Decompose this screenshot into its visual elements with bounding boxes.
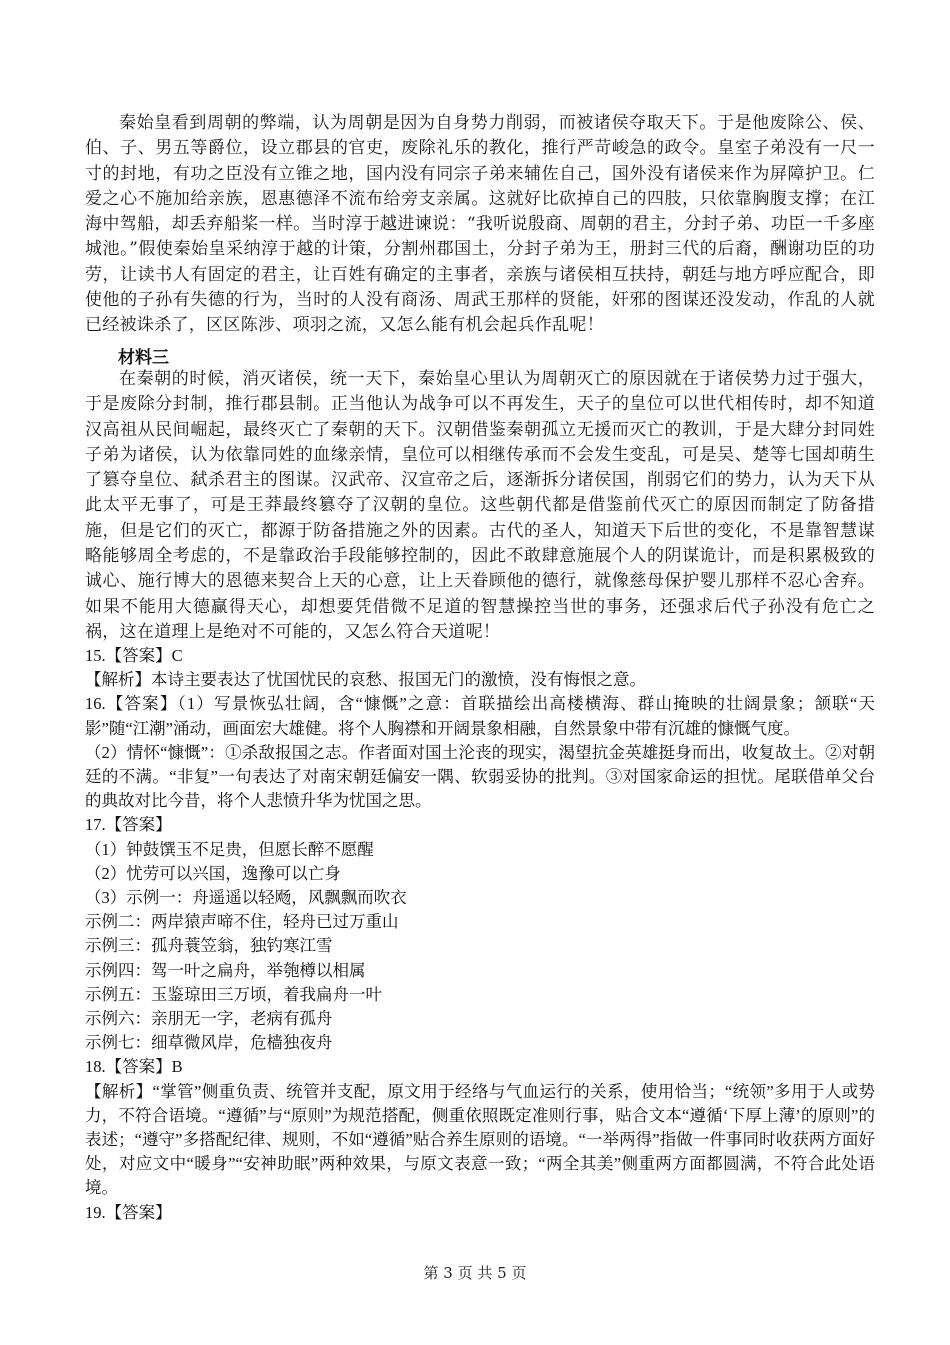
q19-answer: 19.【答案】 [85,1202,172,1222]
q17-item: 示例四：驾一叶之扁舟，举匏樽以相属 [85,960,366,980]
answers-section [85,644,875,1225]
q17-item: 示例三：孤舟蓑笠翁，独钓寒江雪 [85,936,333,956]
q17-item: 示例二：两岸猿声啼不住，轻舟已过万重山 [85,912,399,932]
q17-item: 示例五：玉鉴琼田三万顷，着我扁舟一叶 [85,984,382,1004]
page-footer: 第 3 页 共 5 页 [423,1264,527,1282]
material-three-heading: 材料三 [118,348,169,368]
q18-analysis: 【解析】“掌管”侧重负责、统管并支配，原文用于经络与气血运行的关系，使用恰当；“统领”多用于人或势力，不符合语境。“遵循”与“原则”为规范搭配，侧重依照既定准则行事，贴合文本“遵循‘下厚上薄’的原则”的表述；“遵守”多搭配纪律、规则，不如“遵循”贴合养生原则的语境。“一举两得”指做一件事同时收获两方面好处，对应文中“暖身”“安神助眠”两种效果，与原文表意一致；“两全其美”侧重两方面都圆满，不符合此处语境。 [85,1081,875,1198]
material-three-paragraph: 在秦朝的时候，消灭诸侯，统一天下，秦始皇心里认为周朝灭亡的原因就在于诸侯势力过于强大，于是废除分封制，推行郡县制。正当他认为战争可以不再发生，天子的皇位可以世代相传时，却不知道汉高祖从民间崛起，最终灭亡了秦朝的天下。汉朝借鉴秦朝孤立无援而灭亡的教训，于是大肆分封同姓子弟为诸侯，认为依靠同姓的血缘亲情，皇位可以相继传承而不会发生变乱，可是吴、楚等七国却萌生了篡夺皇位、弑杀君主的图谋。汉武帝、汉宣帝之后，逐渐拆分诸侯国，削弱它们的势力，认为天下从此太平无事了，可是王莽最终篡夺了汉朝的皇位。这些朝代都是借鉴前代灭亡的原因而制定了防备措施，但是它们的灭亡，都源于防备措施之外的因素。古代的圣人，知道天下后世的变化，不是靠智慧谋略能够周全考虑的，不是靠政治手段能够控制的，因此不敢肆意施展个人的阴谋诡计，而是积累极致的诚心、施行博大的恩德来契合上天的心意，让上天眷顾他的德行，就像慈母保护婴儿那样不忍心舍弃。如果不能用大德赢得天心，却想要凭借微不足道的智慧操控当世的事务，还强求后代子孙没有危亡之祸，这在道理上是绝对不可能的，又怎么符合天道呢！ [85,369,875,642]
q16-part2: （2）情怀“慷慨”：①杀敌报国之志。作者面对国土沦丧的现实，渴望抗金英雄挺身而出，收复故土。②对朝廷的不满。“非复”一句表达了对南宋朝廷偏安一隅、软弱妥协的批判。③对国家命运的担忧。尾联借单父台的典故对比今昔，将个人悲愤升华为忧国之思。 [85,742,875,811]
q15-analysis: 【解析】本诗主要表达了忧国忧民的哀愁、报国无门的激愤，没有悔恨之意。 [85,670,646,690]
q17-item: （2）忧劳可以兴国，逸豫可以亡身 [85,863,341,883]
q18-answer: 18.【答案】B [85,1057,183,1077]
q17-item: （3）示例一：舟遥遥以轻飏，风飘飘而吹衣 [85,888,407,908]
q17-answer: 17.【答案】 [85,815,172,835]
q16-answer: 16.【答案】（1）写景恢弘壮阔，含“慷慨”之意：首联描绘出高楼横海、群山掩映的壮阔景象；颔联“天影”随“江潮”涌动，画面宏大雄健。将个人胸襟和开阔景象相融，自然景象中带有沉雄的慷慨气度。 [85,694,875,738]
q17-item: （1）钟鼓馔玉不足贵，但愿长醉不愿醒 [85,839,374,859]
material-two-excerpt [85,111,875,339]
material-two-paragraph: 秦始皇看到周朝的弊端，认为周朝是因为自身势力削弱，而被诸侯夺取天下。于是他废除公、侯、伯、子、男五等爵位，设立郡县的官吏，废除礼乐的教化，推行严苛峻急的政令。皇室子弟没有一尺一寸的封地，有功之臣没有立锥之地，国内没有同宗子弟来辅佐自己，国外没有诸侯来作为屏障护卫。仁爱之心不施加给亲族，恩惠德泽不流布给旁支亲属。这就好比砍掉自己的四肢，只依靠胸腹支撑；在江海中驾船，却丢弃船桨一样。当时淳于越进谏说：“我听说殷商、周朝的君主，分封子弟、功臣一千多座城池。”假使秦始皇采纳淳于越的计策，分割州郡国土，分封子弟为王，册封三代的后裔，酬谢功臣的功劳，让读书人有固定的君主，让百姓有确定的主事者，亲族与诸侯相互扶持，朝廷与地方呼应配合，即使他的子孙有失德的行为，当时的人没有商汤、周武王那样的贤能，奸邪的图谋还没发动，作乱的人就已经被诛杀了，区区陈涉、项羽之流，又怎么能有机会起兵作乱呢！ [85,113,875,336]
q17-item: 示例六：亲朋无一字，老病有孤舟 [85,1009,333,1029]
material-three-excerpt [85,367,875,645]
q17-item: 示例七：细草微风岸，危樯独夜舟 [85,1033,333,1053]
q15-answer: 15.【答案】C [85,646,183,665]
